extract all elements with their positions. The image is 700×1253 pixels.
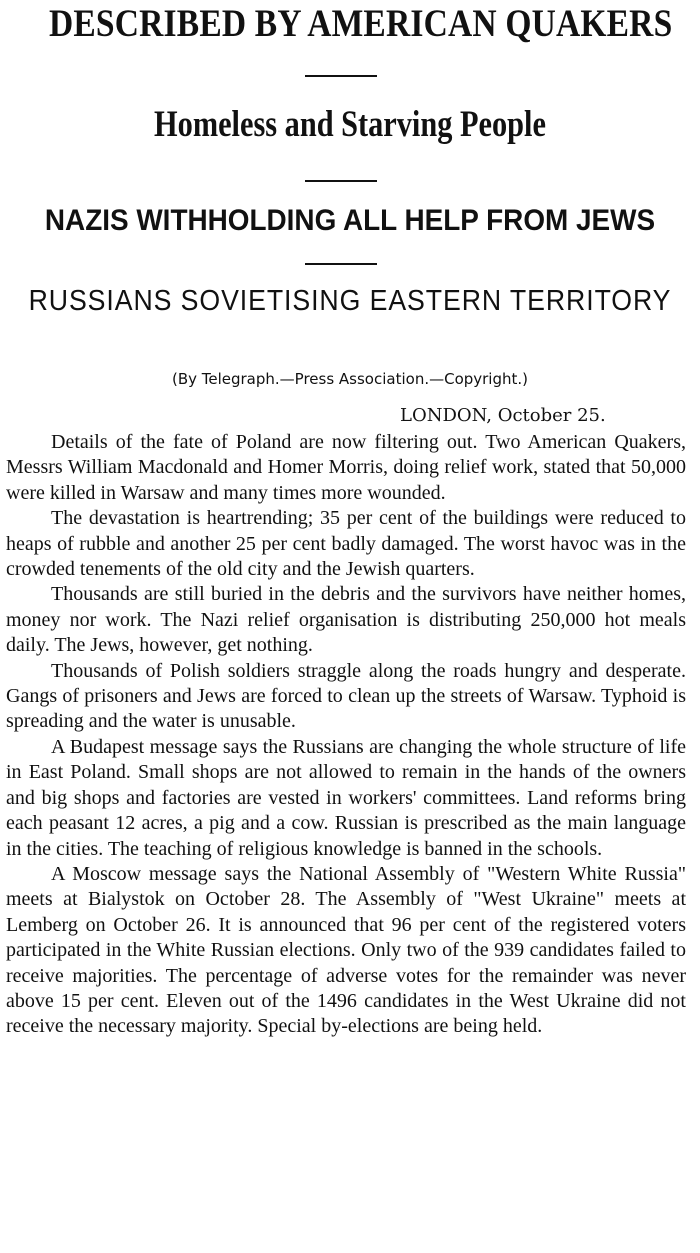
dateline: LONDON, October 25. xyxy=(400,405,606,426)
article-paragraph: Thousands are still buried in the debris and the survivors have neither homes, money nor work. The Nazi relief organisation is distributing 250,000 hot meals daily. The Jews, however, get nothing. xyxy=(6,583,686,657)
headline-divider xyxy=(305,75,377,77)
article-paragraph: A Moscow message says the National Assembly of "Western White Russia" meets at Bialystok on October 28. The Assembly of "West Ukraine" meets at Lemberg on October 26. It is announced that 96 per cent of the registered voters participated in the White Russian elections. Only two of the 939 candidates failed to receive majorities. The percentage of adverse votes for the remainder was never above 15 per cent. Eleven out of the 1496 candidates in the West Ukraine did not receive the necessary majority. Special by-elections are being held. xyxy=(6,862,686,1038)
third-headline: NAZIS WITHHOLDING ALL HELP FROM JEWS xyxy=(44,204,656,237)
article-paragraph: A Budapest message says the Russians are changing the whole structure of life in East Poland. Small shops are not allowed to remain in the hands of the owners and big shops and factories are vested in workers' committees. Land reforms bring each peasant 12 acres, a pig and a cow. Russian is prescribed as the main language in the cities. The teaching of religious knowledge is banned in the schools. xyxy=(6,735,686,860)
article-paragraph: Thousands of Polish soldiers straggle along the roads hungry and desperate. Gangs of prisoners and Jews are forced to clean up the streets of Warsaw. Typhoid is spreading and the water is unusable. xyxy=(6,659,686,733)
wire-credit: (By Telegraph.—Press Association.—Copyright.) xyxy=(171,370,529,388)
headline-divider xyxy=(305,180,377,182)
second-headline: Homeless and Starving People xyxy=(154,104,546,145)
article-paragraph: Details of the fate of Poland are now filtering out. Two American Quakers, Messrs William Macdonald and Homer Morris, doing relief work, stated that 50,000 were killed in Warsaw and many times more wounded. xyxy=(6,431,686,504)
article-paragraph: The devastation is heartrending; 35 per cent of the buildings were reduced to heaps of rubble and another 25 per cent badly damaged. The worst havoc was in the crowded tenements of the old city and the Jewish quarters. xyxy=(6,507,686,581)
article-body xyxy=(6,430,686,1040)
main-headline: DESCRIBED BY AMERICAN QUAKERS xyxy=(49,2,673,45)
headline-divider xyxy=(305,263,377,265)
fourth-headline: RUSSIANS SOVIETISING EASTERN TERRITORY xyxy=(28,285,672,317)
